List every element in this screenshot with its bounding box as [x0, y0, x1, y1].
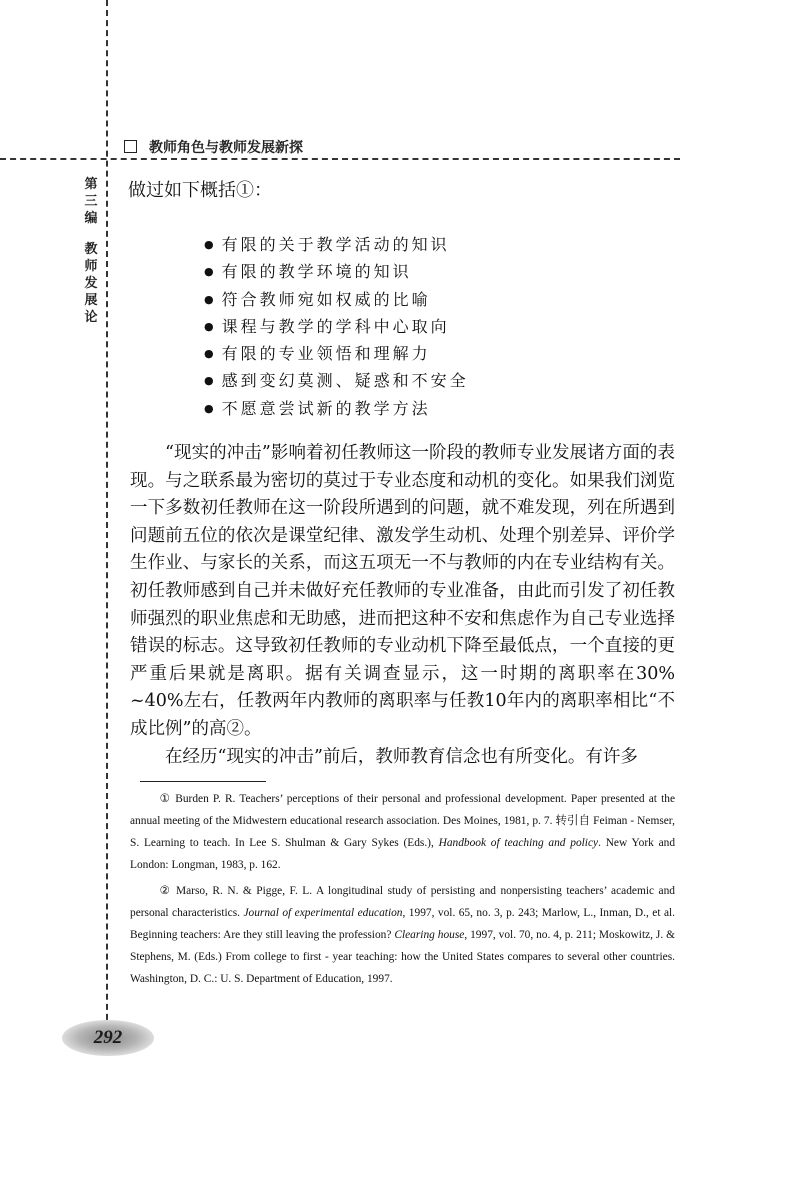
body-paragraph: “现实的冲击”影响着初任教师这一阶段的教师专业发展诸方面的表现。与之联系最为密切的莫过于专业态度和动机的变化。如果我们浏览一下多数初任教师在这一阶段所遇到的问题，就不难发现，列在所遇到问题前五位的依次是课堂纪律、激发学生动机、处理个别差异、评价学生作业、与家长的关系，而这五项无一不与教师的内在专业结构有关。初任教师感到自己并未做好充任教师的专业准备，由此而引发了初任教师强烈的职业焦虑和无助感，进而把这种不安和焦虑作为自己专业选择错误的标志。这导致初任教师的专业动机下降至最低点，一个直接的更严重后果就是离职。据有关调查显示，这一时期的离职率在30% ~40%左右，任教两年内教师的离职率与任教10年内的离职率相比“不成比例”的高②。 [130, 443, 675, 739]
list-item: ● 课程与教学的学科中心取向 [204, 313, 469, 340]
running-header [124, 137, 303, 157]
footnote-2: ② Marso, R. N. & Pigge, F. L. A longitudinal study of persisting and nonpersisting teachers’ academic and personal characteristics. Journal of experimental education, 1997, vol. 65, no. 3, p. 243; Marlow, L., Inman, D., et al. Beginning teachers: Are they still leaving the profession? Clearing house, 1997, vol. 70, no. 4, p. 211; Moskowitz, J. & Stephens, M. (Eds.) From college to first - year teaching: how the United States compares to several other countries. Washington, D. C.: U. S. Department of Education, 1997. [130, 885, 676, 985]
list-item: ● 感到变幻莫测、疑惑和不安全 [204, 367, 469, 394]
body-paragraph: 在经历“现实的冲击”前后，教师教育信念也有所变化。有许多 [165, 746, 638, 767]
list-item: ● 有限的专业领悟和理解力 [204, 340, 469, 367]
footnote-1: ① Burden P. R. Teachers’ perceptions of their personal and professional development. Paper presented at the annual meeting of the Midwestern educational research association. Des Moines, 1981, p. 7. 转引自 Feiman - Nemser, S. Learning to teach. In Lee S. Shulman & Gary Sykes (Eds.), Handbook of teaching and policy. New York and London: Longman, 1983, p. 162. [130, 793, 676, 871]
side-title-label: 教师发展论 [84, 242, 98, 325]
running-header-title: 教师角色与教师发展新探 [149, 140, 303, 156]
list-item: ● 不愿意尝试新的教学方法 [204, 395, 469, 422]
body-text [130, 440, 675, 771]
intro-line: 做过如下概括①： [128, 180, 272, 201]
list-item: ● 有限的关于教学活动的知识 [204, 231, 469, 258]
bullet-list [204, 231, 469, 422]
page-number: 292 [93, 1027, 123, 1048]
header-dashed-rule [0, 158, 680, 160]
footnote-divider [140, 781, 266, 782]
list-item: ● 有限的教学环境的知识 [204, 258, 469, 285]
list-item: ● 符合教师宛如权威的比喻 [204, 286, 469, 313]
side-section-label [82, 176, 100, 326]
footnotes [130, 788, 675, 994]
side-part-label: 第三编 [84, 177, 98, 226]
checkbox-square-icon [124, 140, 137, 153]
